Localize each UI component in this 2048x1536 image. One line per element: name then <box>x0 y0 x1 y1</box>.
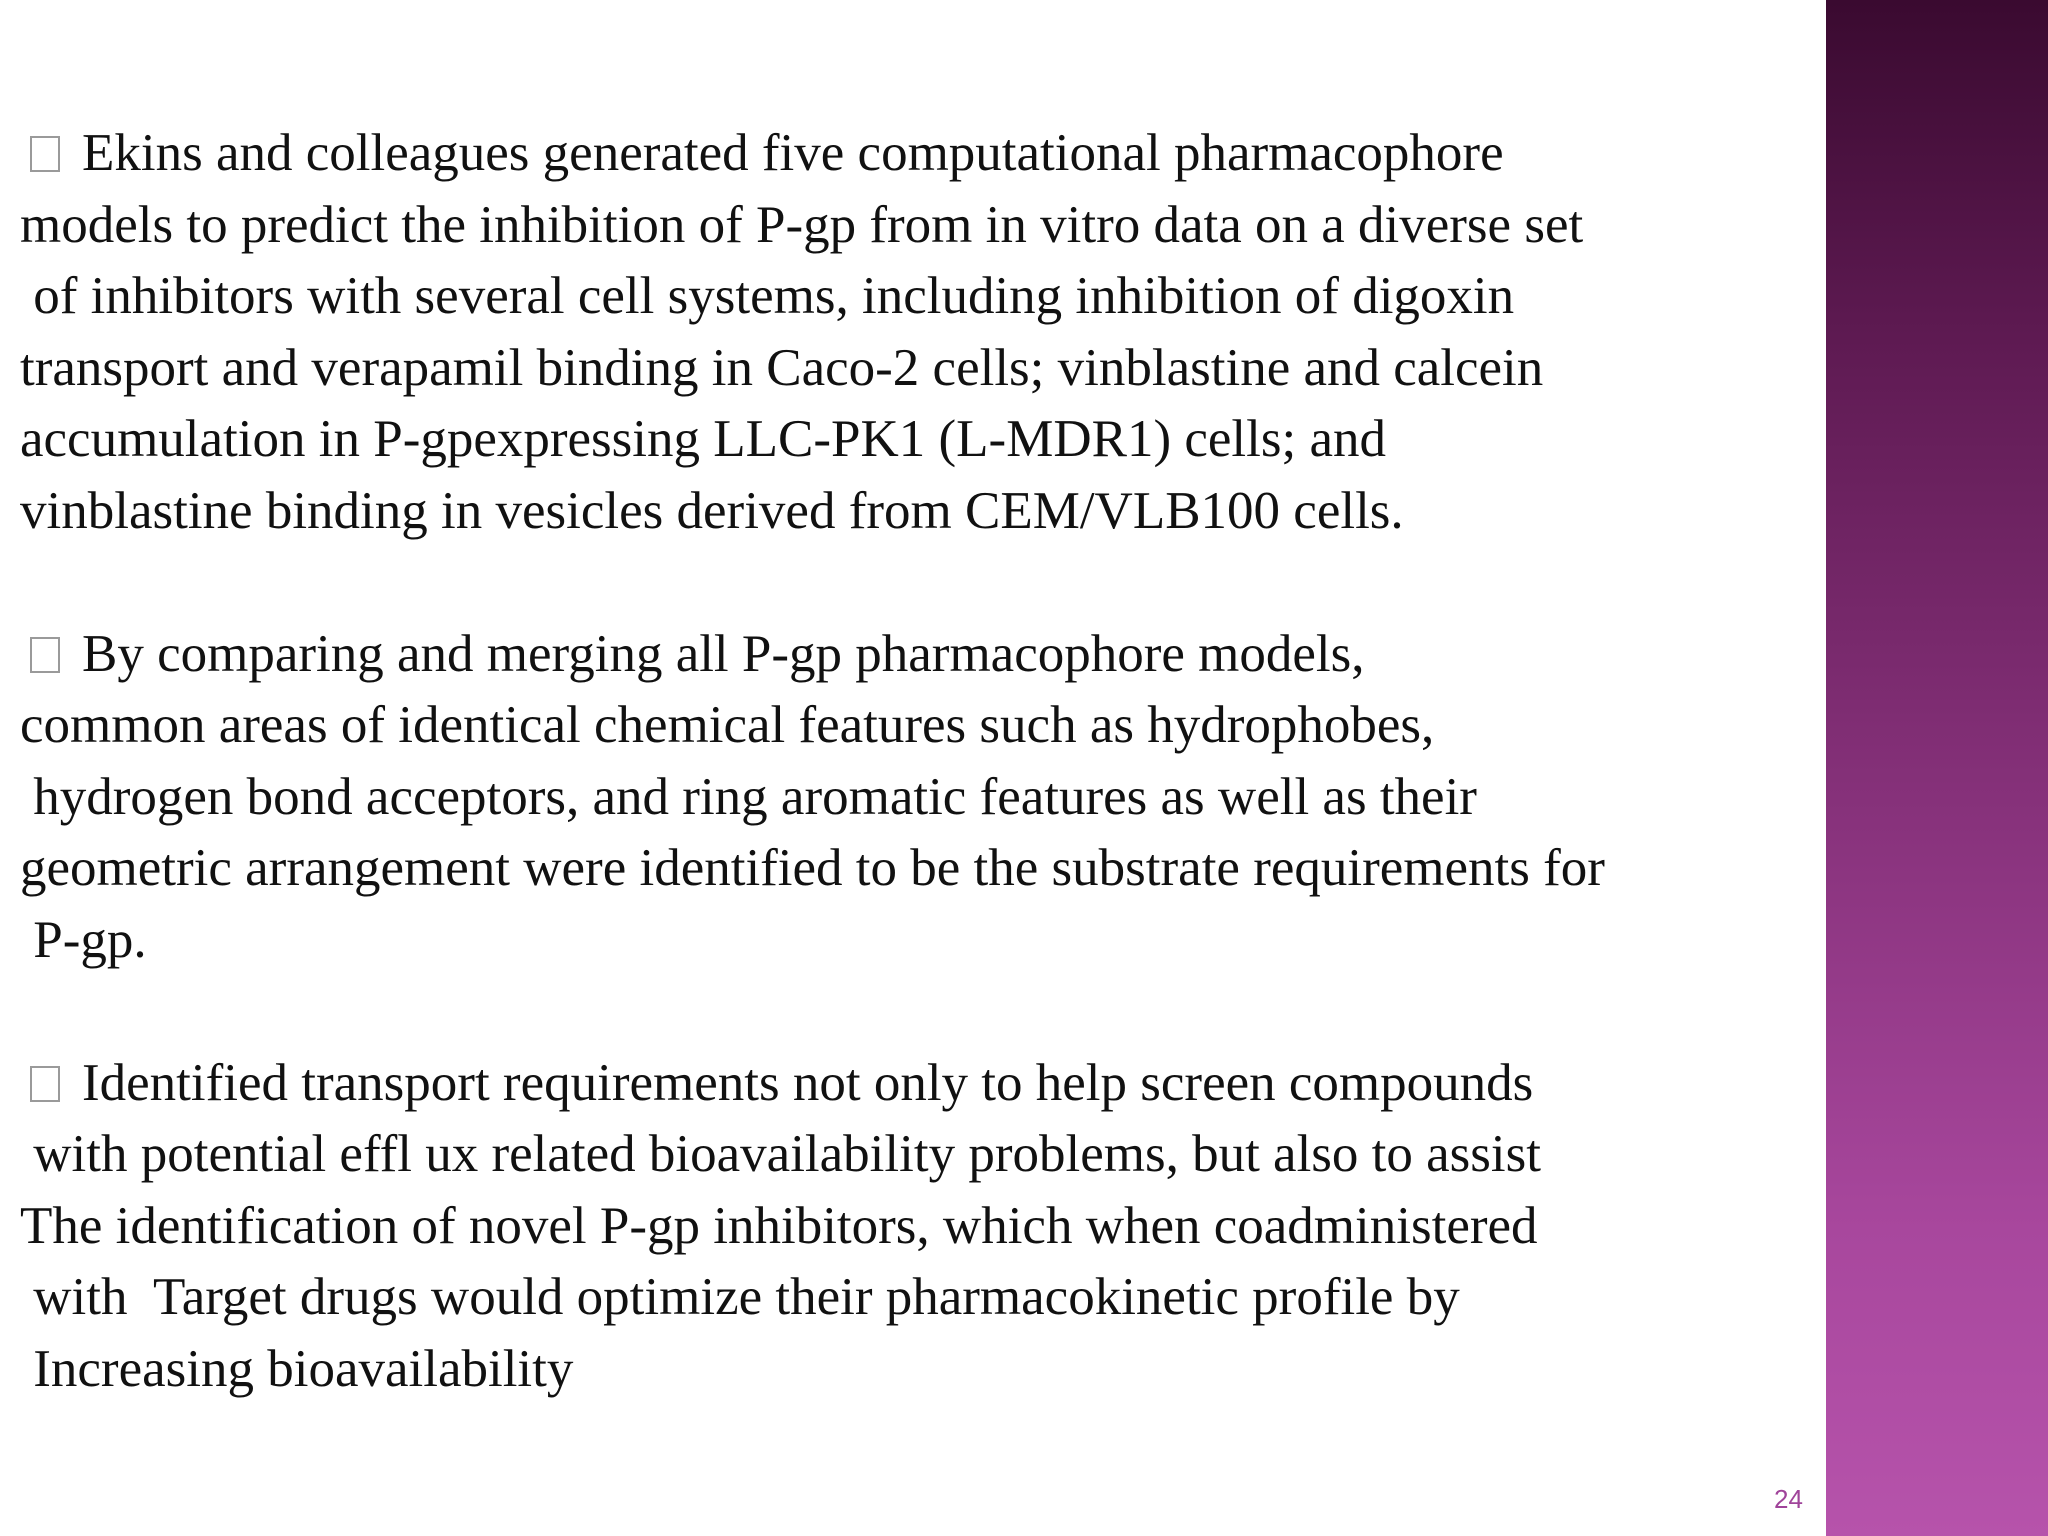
text-line: P-gp. <box>20 910 147 969</box>
missing-glyph-box-icon <box>30 136 60 172</box>
text-span: Ekins and colleagues generated five computational pharmacophore <box>82 124 1504 182</box>
bullet-paragraph-2 <box>20 619 1820 977</box>
text-span: Identified transport requirements not only to help screen compounds <box>82 1053 1534 1112</box>
missing-glyph-box-icon <box>30 637 60 673</box>
bullet-paragraph-3 <box>20 1048 1820 1406</box>
bullet-paragraph-1 <box>20 118 1820 547</box>
page-number: 24 <box>1774 1484 1803 1514</box>
text-line: accumulation in P-gpexpressing LLC-PK1 (L-MDR1) cells; and <box>20 410 1386 468</box>
text-line <box>20 1048 1820 1120</box>
text-line: Increasing bioavailability <box>20 1339 574 1398</box>
text-line: with potential effl ux related bioavailability problems, but also to assist <box>20 1125 1542 1183</box>
text-line <box>20 118 1820 190</box>
text-line: geometric arrangement were identified to be the substrate requirements for <box>20 839 1605 897</box>
missing-glyph-box-icon <box>30 1066 60 1102</box>
text-line: with Target drugs would optimize their pharmacokinetic profile by <box>20 1268 1460 1326</box>
text-span: By comparing and merging all P-gp pharmacophore models, <box>82 624 1365 683</box>
slide-body <box>20 118 1820 1477</box>
text-line: transport and verapamil binding in Caco-2 cells; vinblastine and calcein <box>20 338 1544 397</box>
text-line: hydrogen bond acceptors, and ring aromatic features as well as their <box>20 767 1477 826</box>
text-line: The identification of novel P-gp inhibitors, which when coadministered <box>20 1196 1538 1255</box>
text-line: models to predict the inhibition of P-gp from in vitro data on a diverse set <box>20 195 1584 254</box>
decorative-side-band <box>1826 0 2048 1536</box>
text-line: common areas of identical chemical features such as hydrophobes, <box>20 696 1435 754</box>
text-line <box>20 619 1820 691</box>
text-line: vinblastine binding in vesicles derived from CEM/VLB100 cells. <box>20 481 1404 540</box>
text-line: of inhibitors with several cell systems, including inhibition of digoxin <box>20 267 1515 325</box>
